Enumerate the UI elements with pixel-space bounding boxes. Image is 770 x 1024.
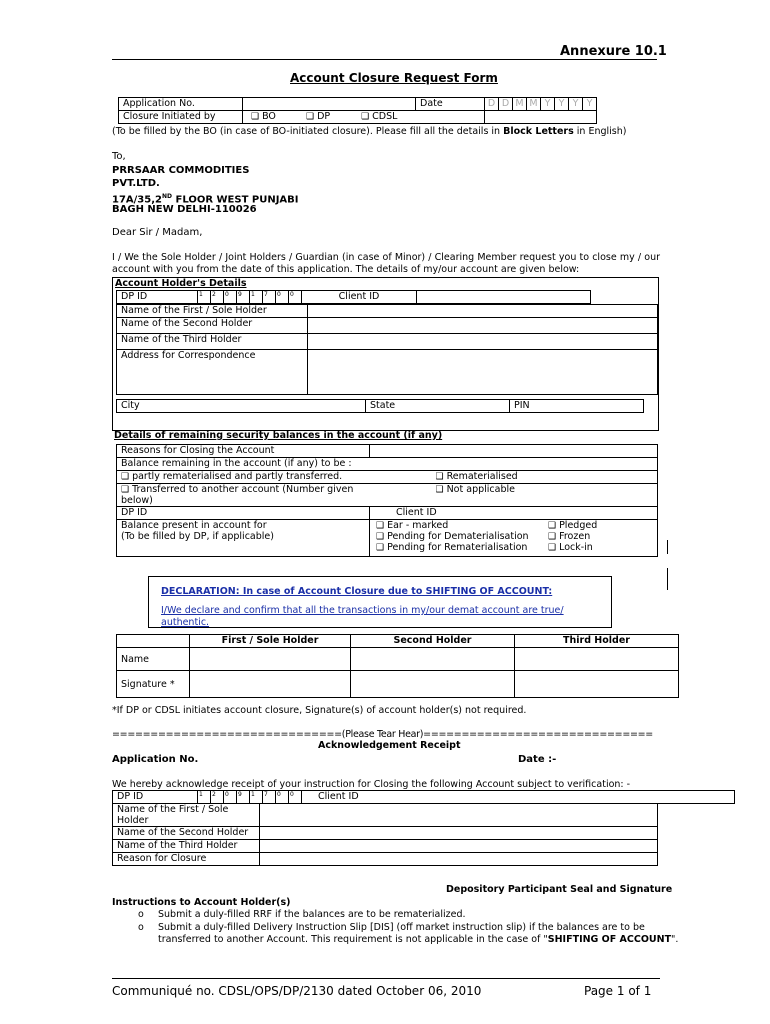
city-label: City [117, 400, 366, 413]
ack-dp-digit: 0 [276, 791, 289, 804]
checkbox-bo[interactable]: ❑ BO [251, 111, 303, 122]
state-label: State [366, 400, 510, 413]
second-holder-label: Name of the Second Holder [117, 318, 308, 334]
reasons-field[interactable] [370, 445, 658, 458]
name-field-second[interactable] [351, 648, 515, 671]
bullet-icon: o [138, 909, 144, 920]
ack-first-holder-field[interactable] [260, 804, 658, 827]
declaration-text: I/We declare and confirm that all the transactions in my/our demat account are true/ authentic. [161, 605, 564, 628]
checkbox-pending-demat[interactable]: ❑ Pending for Dematerialisation [376, 531, 548, 542]
margin-mark [667, 568, 668, 590]
application-no-label: Application No. [119, 98, 243, 111]
dp-id-digit: 1 [198, 291, 211, 304]
ack-date: Date :- [518, 754, 557, 765]
ack-dp-digit: 7 [263, 791, 276, 804]
address-line-4: BAGH NEW DELHI-110026 [112, 204, 257, 215]
declaration-title: DECLARATION: In case of Account Closure due to SHIFTING OF ACCOUNT: [161, 586, 553, 597]
fill-note: (To be filled by the BO (in case of BO-initiated closure). Please fill all the details in Block Letters in English) [112, 126, 627, 137]
dp-id-digit: 0 [289, 291, 302, 304]
security-table [116, 444, 658, 557]
ack-reason-field[interactable] [260, 853, 658, 866]
client-id-field[interactable] [417, 291, 591, 304]
margin-mark [667, 540, 668, 554]
reasons-label: Reasons for Closing the Account [117, 445, 370, 458]
ack-application-no: Application No. [112, 754, 199, 765]
ack-dp-table [112, 790, 735, 804]
closure-initiated-label: Closure Initiated by [119, 111, 243, 124]
form-title: Account Closure Request Form [290, 71, 498, 85]
third-holder-label: Name of the Third Holder [117, 334, 308, 350]
balance-remaining-label: Balance remaining in the account (if any) to be : [117, 458, 658, 471]
to-label: To, [112, 151, 126, 162]
ack-text: We hereby acknowledge receipt of your instruction for Closing the following Account subject to verification: - [112, 779, 631, 790]
application-no-field[interactable] [243, 98, 416, 111]
date-cell[interactable]: Y [583, 98, 597, 111]
holder-details-heading: Account Holder's Details [115, 278, 247, 289]
date-cell[interactable]: Y [569, 98, 583, 111]
second-holder-field[interactable] [308, 318, 658, 334]
checkbox-rematerialised[interactable]: ❑ Rematerialised [436, 471, 518, 482]
ack-dp-digit: 1 [198, 791, 211, 804]
ack-second-holder-field[interactable] [260, 827, 658, 840]
third-holder-field[interactable] [308, 334, 658, 350]
dp-id-digit: 2 [211, 291, 224, 304]
dp-id-label-2: DP ID [117, 507, 370, 520]
request-text: I / We the Sole Holder / Joint Holders / Guardian (in case of Minor) / Clearing Member request you to close my / our account with you from the date of this application. The details of my/our account are given below: [112, 252, 660, 275]
checkbox-not-applicable[interactable]: ❑ Not applicable [436, 484, 515, 495]
checkbox-lock-in[interactable]: ❑ Lock-in [548, 542, 593, 553]
bullet-icon: o [138, 922, 144, 933]
footer-rule [112, 978, 660, 979]
checkbox-pending-remat[interactable]: ❑ Pending for Rematerialisation [376, 542, 548, 553]
client-id-label-2: Client ID [370, 507, 658, 520]
pin-label: PIN [510, 400, 644, 413]
client-id-label: Client ID [302, 291, 417, 304]
ack-reason: Reason for Closure [113, 853, 260, 866]
signature-field-second[interactable] [351, 671, 515, 698]
sig-col-third: Third Holder [515, 635, 679, 648]
dp-id-digit: 1 [250, 291, 263, 304]
name-field-third[interactable] [515, 648, 679, 671]
declaration-box [148, 576, 612, 628]
security-heading: Details of remaining security balances in the account (if any) [114, 430, 443, 441]
signature-table [116, 634, 679, 698]
address-line-2: PVT.LTD. [112, 178, 160, 189]
date-label: Date [416, 98, 485, 111]
ack-second-holder: Name of the Second Holder [113, 827, 260, 840]
signature-field-first[interactable] [190, 671, 351, 698]
ack-dp-digit: 2 [211, 791, 224, 804]
ack-third-holder: Name of the Third Holder [113, 840, 260, 853]
dp-id-label: DP ID [117, 291, 198, 304]
ack-dp-digit: 0 [224, 791, 237, 804]
holder-details-table [116, 290, 591, 304]
holder-names-table [116, 304, 658, 395]
date-cell[interactable]: D [499, 98, 513, 111]
ack-title: Acknowledgement Receipt [318, 740, 461, 751]
first-holder-label: Name of the First / Sole Holder [117, 305, 308, 318]
sig-col-second: Second Holder [351, 635, 515, 648]
checkbox-pledged[interactable]: ❑ Pledged [548, 520, 597, 531]
address-field[interactable] [308, 350, 658, 395]
ack-client-id-label: Client ID [302, 791, 735, 804]
dp-id-digit: 7 [263, 291, 276, 304]
sig-row-name: Name [117, 648, 190, 671]
balance-present-cell: Balance present in account for (To be filled by DP, if applicable) [117, 520, 370, 557]
date-cell[interactable]: Y [555, 98, 569, 111]
sig-row-signature: Signature * [117, 671, 190, 698]
footer-page: Page 1 of 1 [584, 984, 652, 998]
tear-line: ==============================(Please Tear Hear)============================== [112, 729, 653, 740]
instruction-1: Submit a duly-filled RRF if the balances are to be rematerialized. [158, 909, 466, 920]
checkbox-transferred[interactable]: ❑ Transferred to another account (Number given below) [121, 484, 353, 506]
address-label: Address for Correspondence [117, 350, 308, 395]
dp-id-digit: 0 [224, 291, 237, 304]
header-rule [112, 59, 657, 60]
date-cell[interactable]: M [513, 98, 527, 111]
ack-first-holder: Name of the First / Sole Holder [113, 804, 260, 827]
date-cell[interactable]: Y [541, 98, 555, 111]
checkbox-partly[interactable]: ❑ partly rematerialised and partly transferred. [121, 471, 342, 482]
sig-col-first: First / Sole Holder [190, 635, 351, 648]
ack-third-holder-field[interactable] [260, 840, 658, 853]
salutation: Dear Sir / Madam, [112, 227, 203, 238]
ack-dp-digit: 0 [289, 791, 302, 804]
date-cell[interactable]: D [485, 98, 499, 111]
dp-id-digit: 9 [237, 291, 250, 304]
address-line-1: PRRSAAR COMMODITIES [112, 165, 250, 176]
address-line-3: 17A/35,2ND FLOOR WEST PUNJABI [112, 193, 299, 206]
instructions-heading: Instructions to Account Holder(s) [112, 897, 291, 908]
annexure-label: Annexure 10.1 [560, 44, 667, 59]
signature-field-third[interactable] [515, 671, 679, 698]
checkbox-ear-marked[interactable]: ❑ Ear - marked [376, 520, 548, 531]
ack-dp-id-label: DP ID [113, 791, 198, 804]
ack-dp-digit: 1 [250, 791, 263, 804]
ack-names-table [112, 803, 658, 866]
checkbox-cdsl[interactable]: ❑ CDSL [361, 111, 397, 122]
footer-communique: Communiqué no. CDSL/OPS/DP/2130 dated October 06, 2010 [112, 984, 482, 998]
checkbox-frozen[interactable]: ❑ Frozen [548, 531, 590, 542]
instruction-2: Submit a duly-filled Delivery Instruction Slip [DIS] (off market instruction slip) if the balances are to be transferred to another Account. This requirement is not applicable in the case of "SHIFTING OF ACCOUNT". [158, 922, 679, 945]
name-field-first[interactable] [190, 648, 351, 671]
first-holder-field[interactable] [308, 305, 658, 318]
top-table [118, 97, 597, 124]
balance-options-cell [370, 520, 658, 557]
ack-dp-digit: 9 [237, 791, 250, 804]
seal-label: Depository Participant Seal and Signature [446, 884, 673, 895]
date-cell[interactable]: M [527, 98, 541, 111]
city-state-pin-table [116, 399, 644, 413]
checkbox-dp[interactable]: ❑ DP [306, 111, 358, 122]
dp-id-digit: 0 [276, 291, 289, 304]
signature-note: *If DP or CDSL initiates account closure, Signature(s) of account holder(s) not required. [112, 705, 527, 716]
